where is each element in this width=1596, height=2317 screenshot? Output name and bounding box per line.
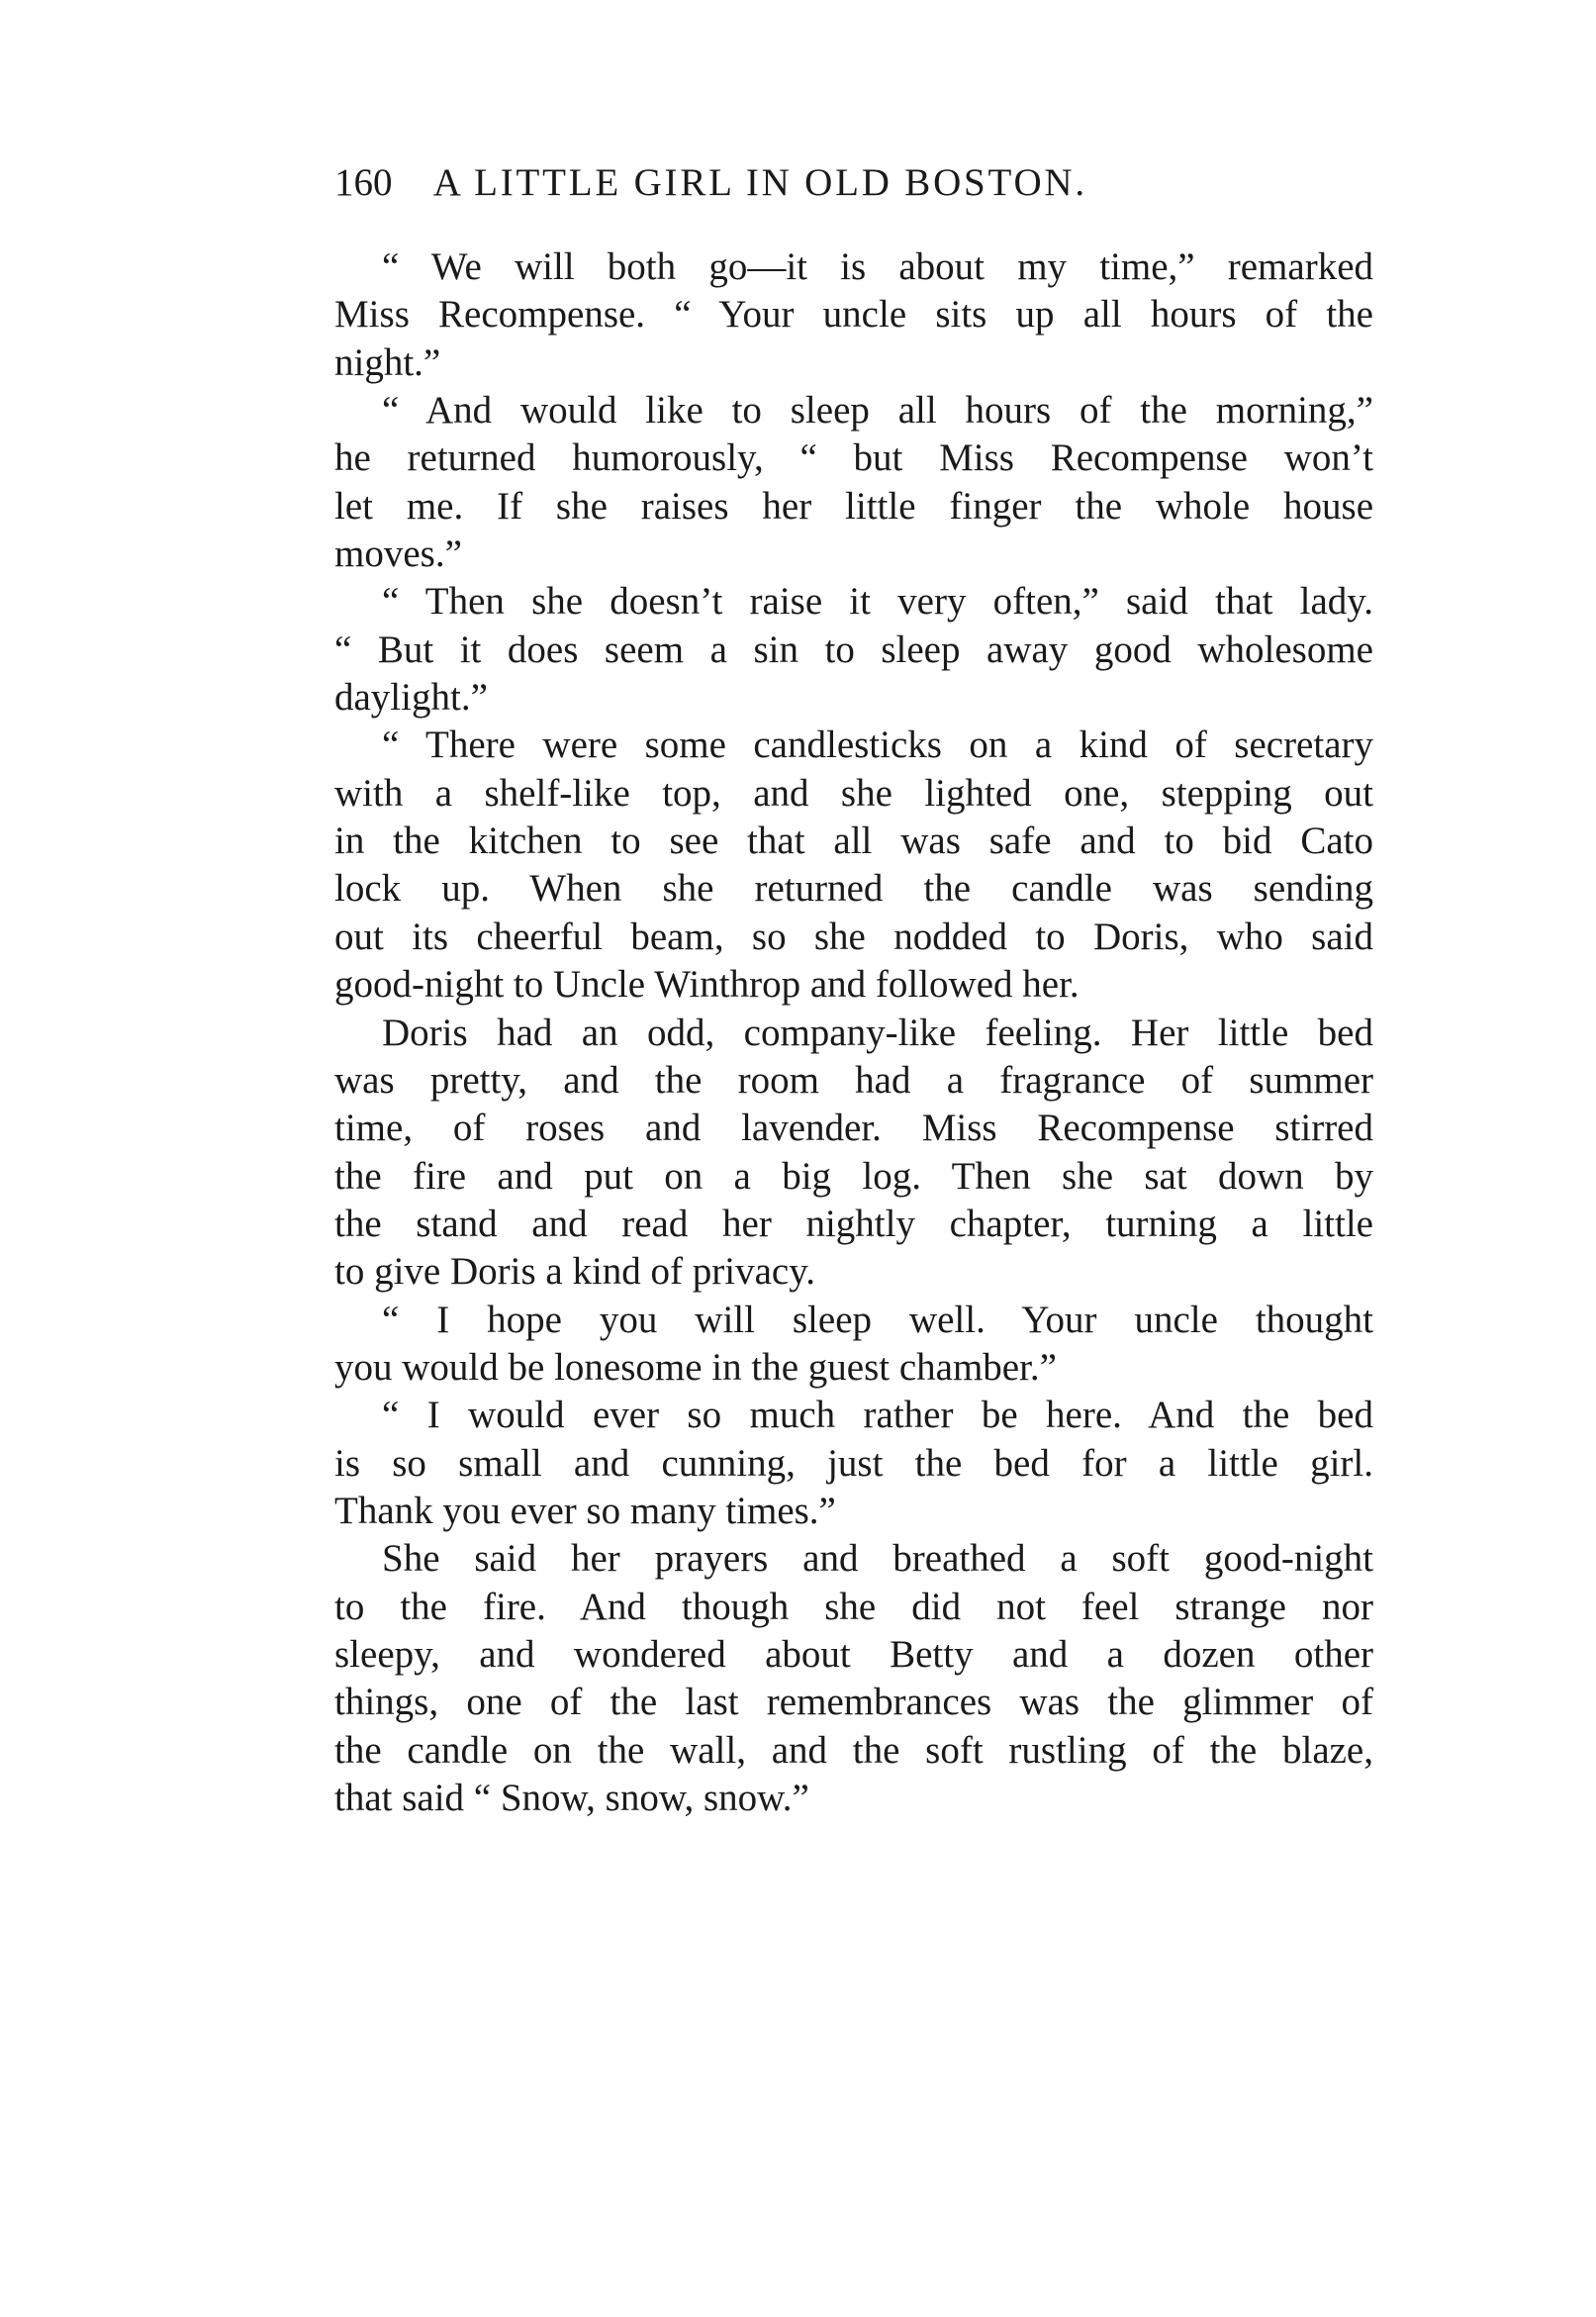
text-line: the stand and read her nightly chapter, turning a little (334, 1202, 1373, 1245)
text-line: “ But it does seem a sin to sleep away good wholesome (334, 628, 1373, 671)
text-line: you would be lonesome in the guest chamber.” (334, 1345, 1057, 1389)
text-line: is so small and cunning, just the bed for a little girl. (334, 1441, 1373, 1485)
text-line: night.” (334, 340, 441, 384)
text-line: Miss Recompense. “ Your uncle sits up all hours of the (334, 293, 1373, 337)
text-line: to the fire. And though she did not feel strange nor (334, 1585, 1373, 1628)
text-line: the candle on the wall, and the soft rustling of the blaze, (334, 1728, 1373, 1772)
text-line: daylight.” (334, 676, 488, 720)
text-line: that said “ Snow, snow, snow.” (334, 1777, 809, 1819)
text-line: moves.” (334, 532, 462, 576)
text-line: out its cheerful beam, so she nodded to Doris, who said (334, 915, 1373, 958)
text-line: good-night to Uncle Winthrop and followed her. (334, 963, 1080, 1007)
text-line: “ And would like to sleep all hours of the morning,” (382, 389, 1373, 433)
text-line: sleepy, and wondered about Betty and a dozen other (334, 1632, 1373, 1676)
page-number: 160 (334, 161, 393, 204)
text-line: things, one of the last remembrances was the glimmer of (334, 1681, 1373, 1724)
text-line: in the kitchen to see that all was safe and to bid Cato (334, 820, 1373, 863)
text-line: “ Then she doesn’t raise it very often,” said that lady. (382, 580, 1373, 624)
running-title: A LITTLE GIRL IN OLD BOSTON. (432, 161, 1087, 204)
text-line: the fire and put on a big log. Then she sat down by (334, 1154, 1373, 1198)
text-line: was pretty, and the room had a fragrance of summer (334, 1058, 1373, 1102)
text-line: to give Doris a kind of privacy. (334, 1250, 815, 1294)
text-line: “ I hope you will sleep well. Your uncle thought (382, 1298, 1373, 1341)
text-line: She said her prayers and breathed a soft good-night (382, 1537, 1373, 1581)
text-line: “ I would ever so much rather be here. And the bed (382, 1394, 1373, 1437)
text-line: with a shelf-like top, and she lighted one, stepping out (334, 771, 1373, 815)
text-line: he returned humorously, “ but Miss Recompense won’t (334, 436, 1373, 480)
text-line: let me. If she raises her little finger the whole house (334, 484, 1373, 528)
text-line: Thank you ever so many times.” (334, 1489, 836, 1532)
text-line: lock up. When she returned the candle was sending (334, 867, 1373, 911)
page-header (334, 153, 1373, 213)
text-line: time, of roses and lavender. Miss Recompense stirred (334, 1107, 1373, 1150)
text-line: “ We will both go—it is about my time,” remarked (382, 245, 1373, 288)
text-line: Doris had an odd, company-like feeling. Her little bed (382, 1011, 1373, 1054)
body-text (334, 243, 1373, 1822)
text-line: “ There were some candlesticks on a kind of secretary (382, 724, 1373, 767)
